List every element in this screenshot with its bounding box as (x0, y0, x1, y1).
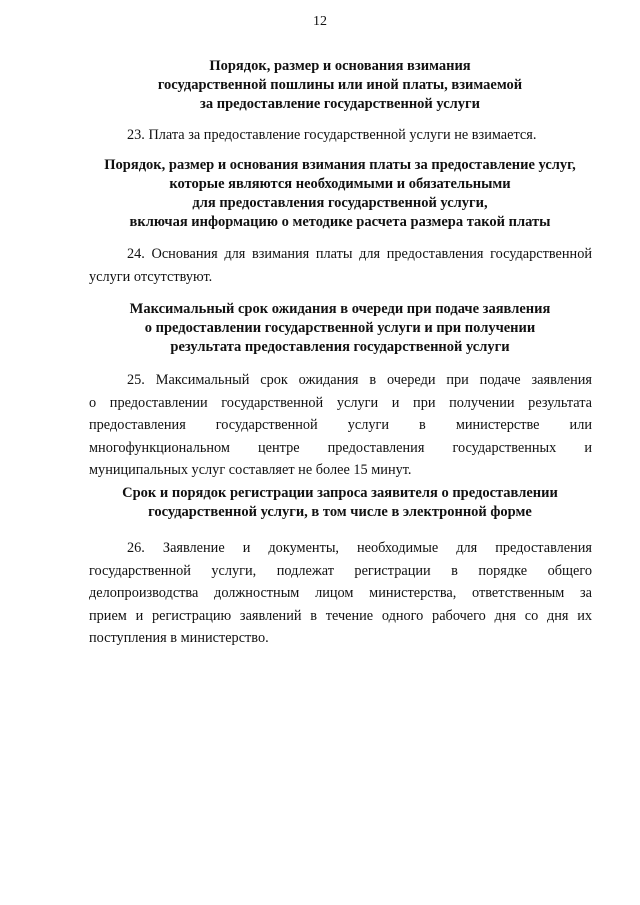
heading-line: Порядок, размер и основания взимания (209, 58, 471, 74)
section-heading-fee (60, 57, 620, 114)
paragraph-line: государственной услуги, подлежат регистрации в порядке общего (89, 562, 592, 579)
paragraph-line: делопроизводства должностным лицом министерства, ответственным за (89, 585, 592, 601)
paragraph-line: предоставления государственной услуги в министерстве или (89, 417, 592, 433)
heading-line: о предоставлении государственной услуги и при получении (144, 320, 536, 336)
paragraph-line: услуги отсутствуют. (89, 268, 213, 285)
heading-line: за предоставление государственной услуги (200, 96, 480, 112)
heading-line: результата предоставления государственной услуги (170, 339, 510, 355)
paragraph-line: 24. Основания для взимания платы для предоставления государственной (127, 246, 592, 262)
heading-line: которые являются необходимыми и обязательными (169, 176, 511, 192)
paragraph-line: 26. Заявление и документы, необходимые для предоставления (127, 540, 592, 556)
paragraph-line: прием и регистрацию заявлений в течение одного рабочего дня со дня их (89, 607, 592, 624)
paragraph-line: о предоставлении государственной услуги и при получении результата (89, 394, 592, 411)
heading-line: Максимальный срок ожидания в очереди при подаче заявления (129, 301, 551, 317)
heading-line: государственной пошлины или иной платы, взимаемой (157, 77, 523, 93)
paragraph-line: 23. Плата за предоставление государственной услуги не взимается. (127, 127, 537, 143)
paragraph-23 (89, 124, 592, 147)
paragraph-line: 25. Максимальный срок ожидания в очереди при подаче заявления (127, 372, 592, 388)
section-heading-related-services-fee (60, 156, 620, 232)
paragraph-line: многофункциональном центре предоставления государственных и (89, 439, 592, 456)
paragraph-25 (89, 369, 592, 482)
section-heading-registration (60, 484, 620, 522)
heading-line: для предоставления государственной услуги, (192, 195, 488, 211)
paragraph-24 (89, 243, 592, 288)
paragraph-line: муниципальных услуг составляет не более 15 минут. (89, 462, 412, 478)
paragraph-line: поступления в министерство. (89, 630, 269, 646)
page-number: 12 (313, 14, 327, 29)
section-heading-queue-time (60, 300, 620, 357)
heading-line: государственной услуги, в том числе в электронной форме (148, 504, 532, 520)
heading-line: Срок и порядок регистрации запроса заявителя о предоставлении (122, 485, 558, 501)
heading-line: Порядок, размер и основания взимания платы за предоставление услуг, (104, 157, 576, 173)
paragraph-26 (89, 537, 592, 650)
heading-line: включая информацию о методике расчета размера такой платы (129, 214, 551, 230)
